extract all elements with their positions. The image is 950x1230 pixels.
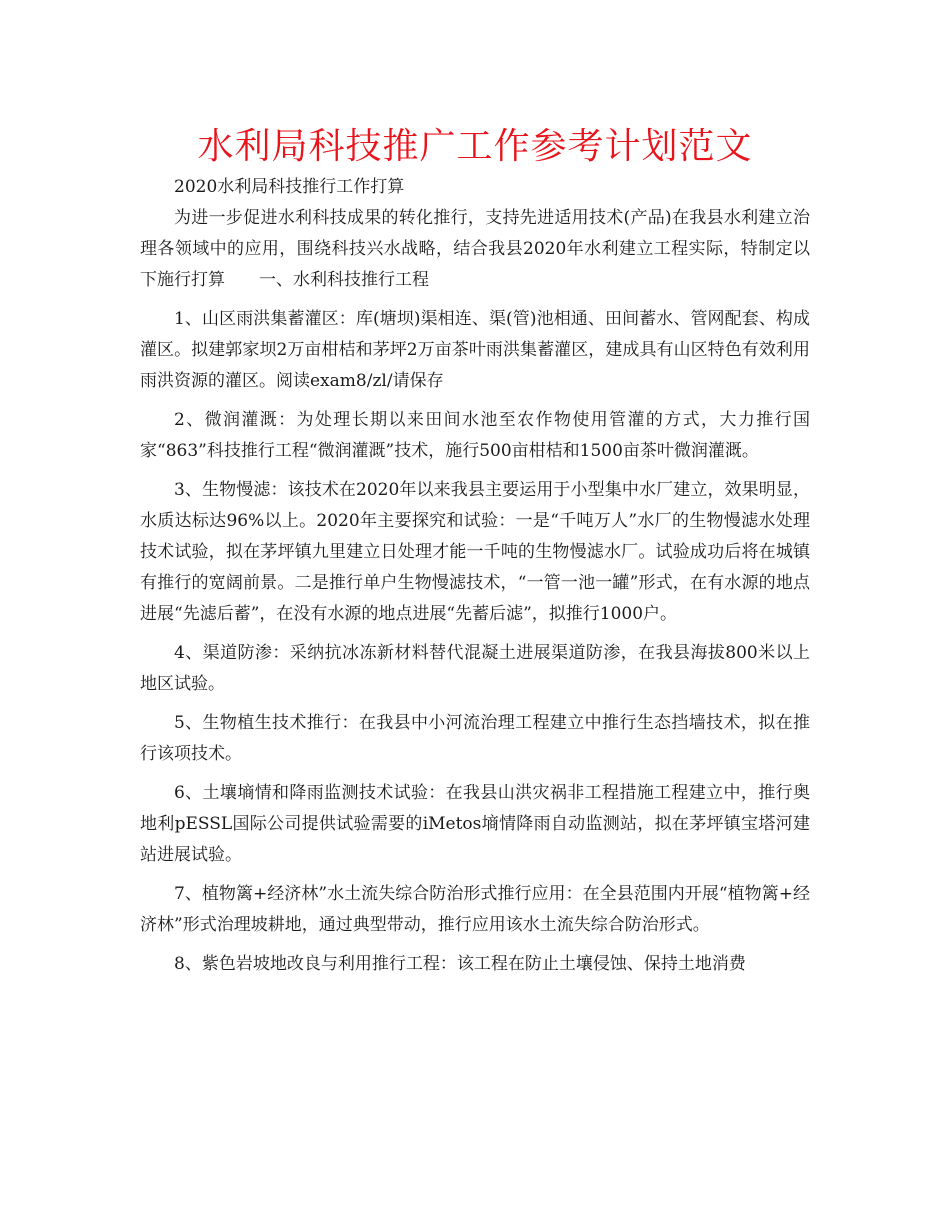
document-body bbox=[140, 172, 810, 988]
paragraph-item-5: 5、生物植生技术推行：在我县中小河流治理工程建立中推行生态挡墙技术，拟在推行该项技术。 bbox=[140, 713, 810, 764]
paragraph-item-7: 7、植物篱+经济林”水土流失综合防治形式推行应用：在全县范围内开展“植物篱+经济林”形式治理坡耕地，通过典型带动，推行应用该水土流失综合防治形式。 bbox=[140, 884, 810, 935]
paragraph-item-8: 8、紫色岩坡地改良与利用推行工程：该工程在防止土壤侵蚀、保持土地消费 bbox=[174, 954, 746, 974]
paragraph-item-4: 4、渠道防渗：采纳抗冰冻新材料替代混凝土进展渠道防渗，在我县海拔800米以上地区试验。 bbox=[140, 643, 810, 694]
paragraph-intro: 为进一步促进水利科技成果的转化推行，支持先进适用技术(产品)在我县水利建立治理各领域中的应用，围绕科技兴水战略，结合我县2020年水利建立工程实际，特制定以下施行打算 一、水利科技推行工程 bbox=[140, 208, 810, 290]
paragraph-item-2: 2、微润灌溉：为处理长期以来田间水池至农作物使用管灌的方式，大力推行国家“863”科技推行工程“微润灌溉”技术，施行500亩柑桔和1500亩茶叶微润灌溉。 bbox=[140, 410, 810, 461]
paragraph-item-6: 6、土壤墒情和降雨监测技术试验：在我县山洪灾祸非工程措施工程建立中，推行奥地利pESSL国际公司提供试验需要的iMetos墒情降雨自动监测站，拟在茅坪镇宝塔河建站进展试验。 bbox=[140, 783, 810, 865]
document-title: 水利局科技推广工作参考计划范文 bbox=[197, 126, 753, 167]
paragraph-item-3: 3、生物慢滤：该技术在2020年以来我县主要运用于小型集中水厂建立，效果明显，水质达标达96%以上。2020年主要探究和试验：一是“千吨万人”水厂的生物慢滤水处理技术试验，拟在茅坪镇九里建立日处理才能一千吨的生物慢滤水厂。试验成功后将在城镇有推行的宽阔前景。二是推行单户生物慢滤技术，“一管一池一罐”形式，在有水源的地点进展“先滤后蓄”，在没有水源的地点进展“先蓄后滤”，拟推行1000户。 bbox=[140, 480, 810, 624]
paragraph-item-1: 1、山区雨洪集蓄灌区：库(塘坝)渠相连、渠(管)池相通、田间蓄水、管网配套、构成灌区。拟建郭家坝2万亩柑桔和茅坪2万亩茶叶雨洪集蓄灌区，建成具有山区特色有效利用雨洪资源的灌区。阅读exam8/zl/请保存 bbox=[140, 309, 810, 391]
document-subtitle: 2020水利局科技推行工作打算 bbox=[174, 177, 405, 197]
